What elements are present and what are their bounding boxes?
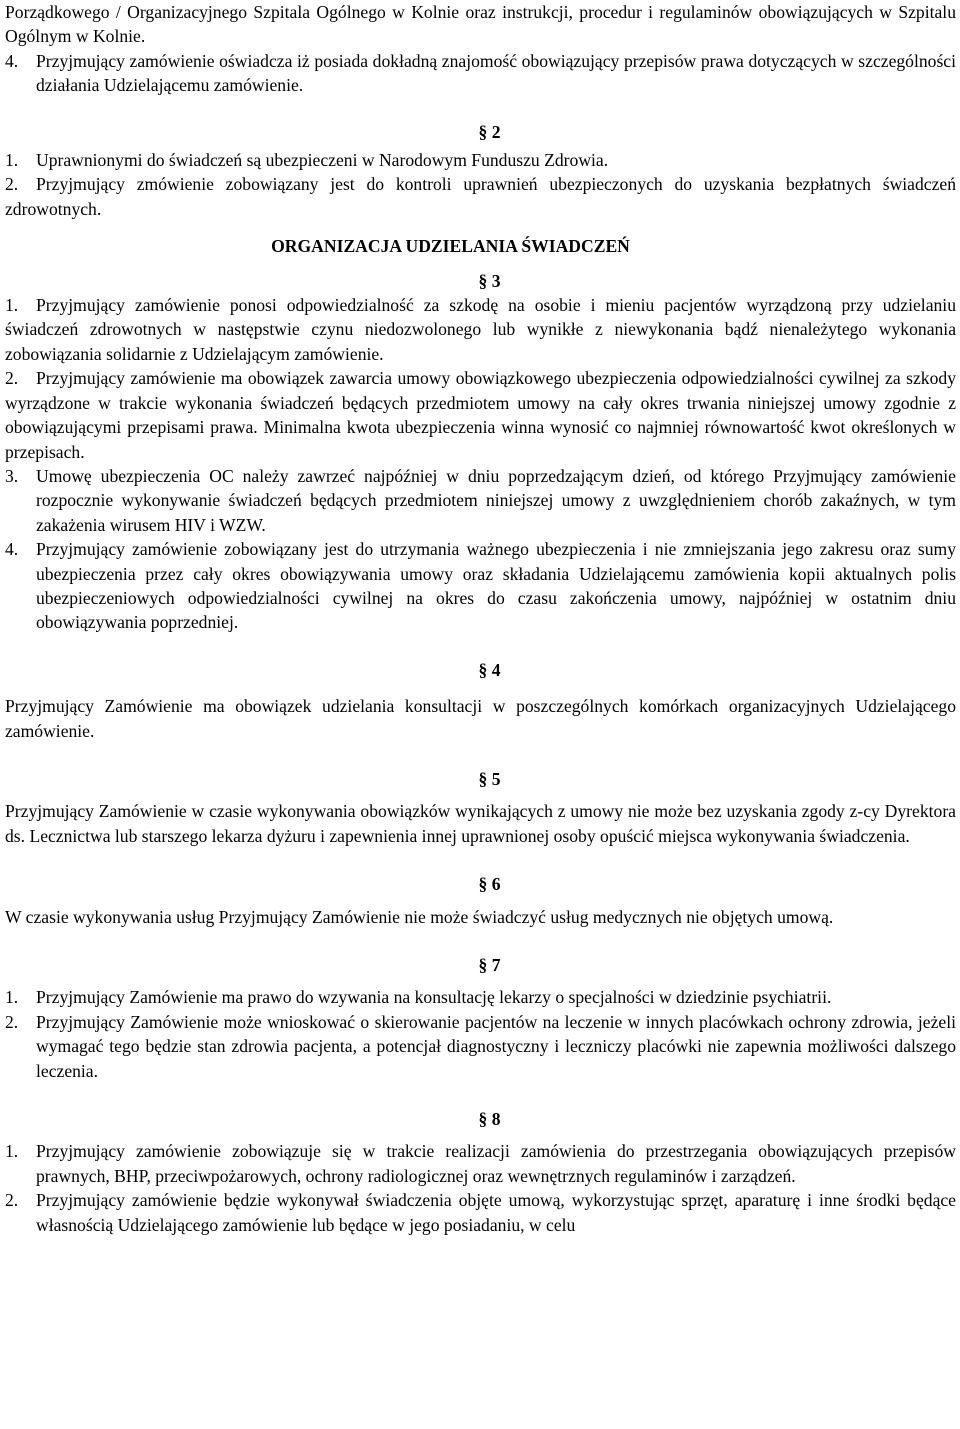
item-number: 3. [5,465,19,486]
item-number: 1. [5,295,19,316]
item-text: Przyjmujący zamówienie ma obowiązek zawarcia umowy obowiązkowego ubezpieczenia odpowiedzialności cywilnej za szkody wyrządzone w trakcie wykonania świadczeń będących przedmiotem umowy na cały okres trwania niniejszej umowy zgodnie z obowiązującymi przepisami prawa. Minimalna kwota ubezpieczenia winna wynosić co najmniej równowartość kwot określonych w przepisach. [5,368,956,462]
sec7-item-2 [5,1010,956,1083]
section-heading-2: § 2 [478,121,501,142]
sec7-item-1 [5,985,956,1009]
item-text: Przyjmujący Zamówienie może wnioskować o skierowanie pacjentów na leczenie w innych placówkach ochrony zdrowia, jeżeli wymagać tego będzie stan zdrowia pacjenta, a potencjał diagnostyczny i leczniczy placówki nie zapewnia możliwości dalszego leczenia. [36,1011,956,1081]
section-heading-3: § 3 [478,270,501,291]
sec3-item-3 [5,464,956,537]
sec6-text: W czasie wykonywania usług Przyjmujący Zamówienie nie może świadczyć usług medycznych nie objętych umową. [5,906,834,927]
sec2-item-1 [5,148,956,172]
item-text: Przyjmujący Zamówienie ma prawo do wzywania na konsultację lekarzy o specjalności w dziedzinie psychiatrii. [36,987,832,1008]
section-heading-4: § 4 [478,659,501,680]
item-text: Przyjmujący zamówienie zobowiązany jest do utrzymania ważnego ubezpieczenia i nie zmniejszania jego zakresu oraz sumy ubezpieczenia przez cały okres obowiązywania umowy oraz składania Udzielającemu zamówienia kopii aktualnych polis ubezpieczeniowych odpowiedzialności cywilnej na okres do czasu zakończenia umowy, najpóźniej w ostatnim dniu obowiązywania poprzedniej. [36,539,956,633]
sec3-item-2 [5,366,956,464]
item-text: Przyjmujący zamówienie zobowiązuje się w trakcie realizacji zamówienia do przestrzegania obowiązujących przepisów prawnych, BHP, przeciwpożarowych, ochrony radiologicznej oraz wewnętrznych regulaminów i zarządzeń. [36,1141,956,1186]
item-text: Przyjmujący zmówienie zobowiązany jest do kontroli uprawnień ubezpieczonych do uzyskania bezpłatnych świadczeń zdrowotnych. [5,174,956,219]
section-heading-5: § 5 [478,768,501,789]
sec5-text: Przyjmujący Zamówienie w czasie wykonywania obowiązków wynikających z umowy nie może bez uzyskania zgody z-cy Dyrektora ds. Lecznictwa lub starszego lekarza dyżuru i zapewnienia innej uprawnionej osoby opuścić miejsca wykonywania świadczenia. [5,801,956,846]
item-number: 2. [5,174,19,195]
item-number: 2. [5,368,19,389]
sec3-item-1 [5,293,956,366]
item-text: Przyjmujący zamówienie oświadcza iż posiada dokładną znajomość obowiązujący przepisów prawa dotyczących w szczególności działania Udzielającemu zamówienie. [36,50,956,96]
sec3-item-4 [5,537,956,635]
section-heading-8: § 8 [478,1109,501,1130]
section-title-organizacja: ORGANIZACJA UDZIELANIA ŚWIADCZEŃ [271,236,630,257]
intro-continuation: Porządkowego / Organizacyjnego Szpitala Ogólnego w Kolnie oraz instrukcji, procedur i regulaminów obowiązujących w Szpitalu Ogólnym w Kolnie. [5,2,956,47]
item-text: Przyjmujący zamówienie będzie wykonywał świadczenia objęte umową, wykorzystując sprzęt, aparaturę i inne środki będące własnością Udzielającego zamówienie lub będące w jego posiadaniu, w celu [36,1190,956,1235]
section-heading-6: § 6 [478,874,501,895]
sec8-item-1 [5,1139,956,1188]
item-number: 1. [5,150,19,171]
item-number: 4. [5,50,19,71]
intro-item-4 [5,49,956,98]
sec8-item-2 [5,1188,956,1237]
sec4-text: Przyjmujący Zamówienie ma obowiązek udzielania konsultacji w poszczególnych komórkach organizacyjnych Udzielającego zamówienie. [5,696,956,741]
item-text: Przyjmujący zamówienie ponosi odpowiedzialność za szkodę na osobie i mieniu pacjentów wyrządzoną przy udzielaniu świadczeń zdrowotnych w następstwie czynu niedozwolonego lub wynikłe z niewykonania bądź nienależytego wykonania zobowiązania solidarnie z Udzielającym zamówienie. [5,295,956,364]
sec2-item-2 [5,172,956,221]
item-number: 1. [5,1141,19,1162]
item-text: Umowę ubezpieczenia OC należy zawrzeć najpóźniej w dniu poprzedzającym dzień, od którego Przyjmujący zamówienie rozpocznie wykonywanie świadczeń będących przedmiotem niniejszej umowy z uwzględnieniem chorób zakaźnych, w tym zakażenia wirusem HIV i WZW. [36,465,956,535]
item-number: 1. [5,987,19,1008]
item-number: 4. [5,539,19,560]
item-number: 2. [5,1190,19,1211]
item-number: 2. [5,1011,19,1032]
section-heading-7: § 7 [478,955,501,975]
item-text: Uprawnionymi do świadczeń są ubezpieczeni w Narodowym Funduszu Zdrowia. [36,150,609,171]
